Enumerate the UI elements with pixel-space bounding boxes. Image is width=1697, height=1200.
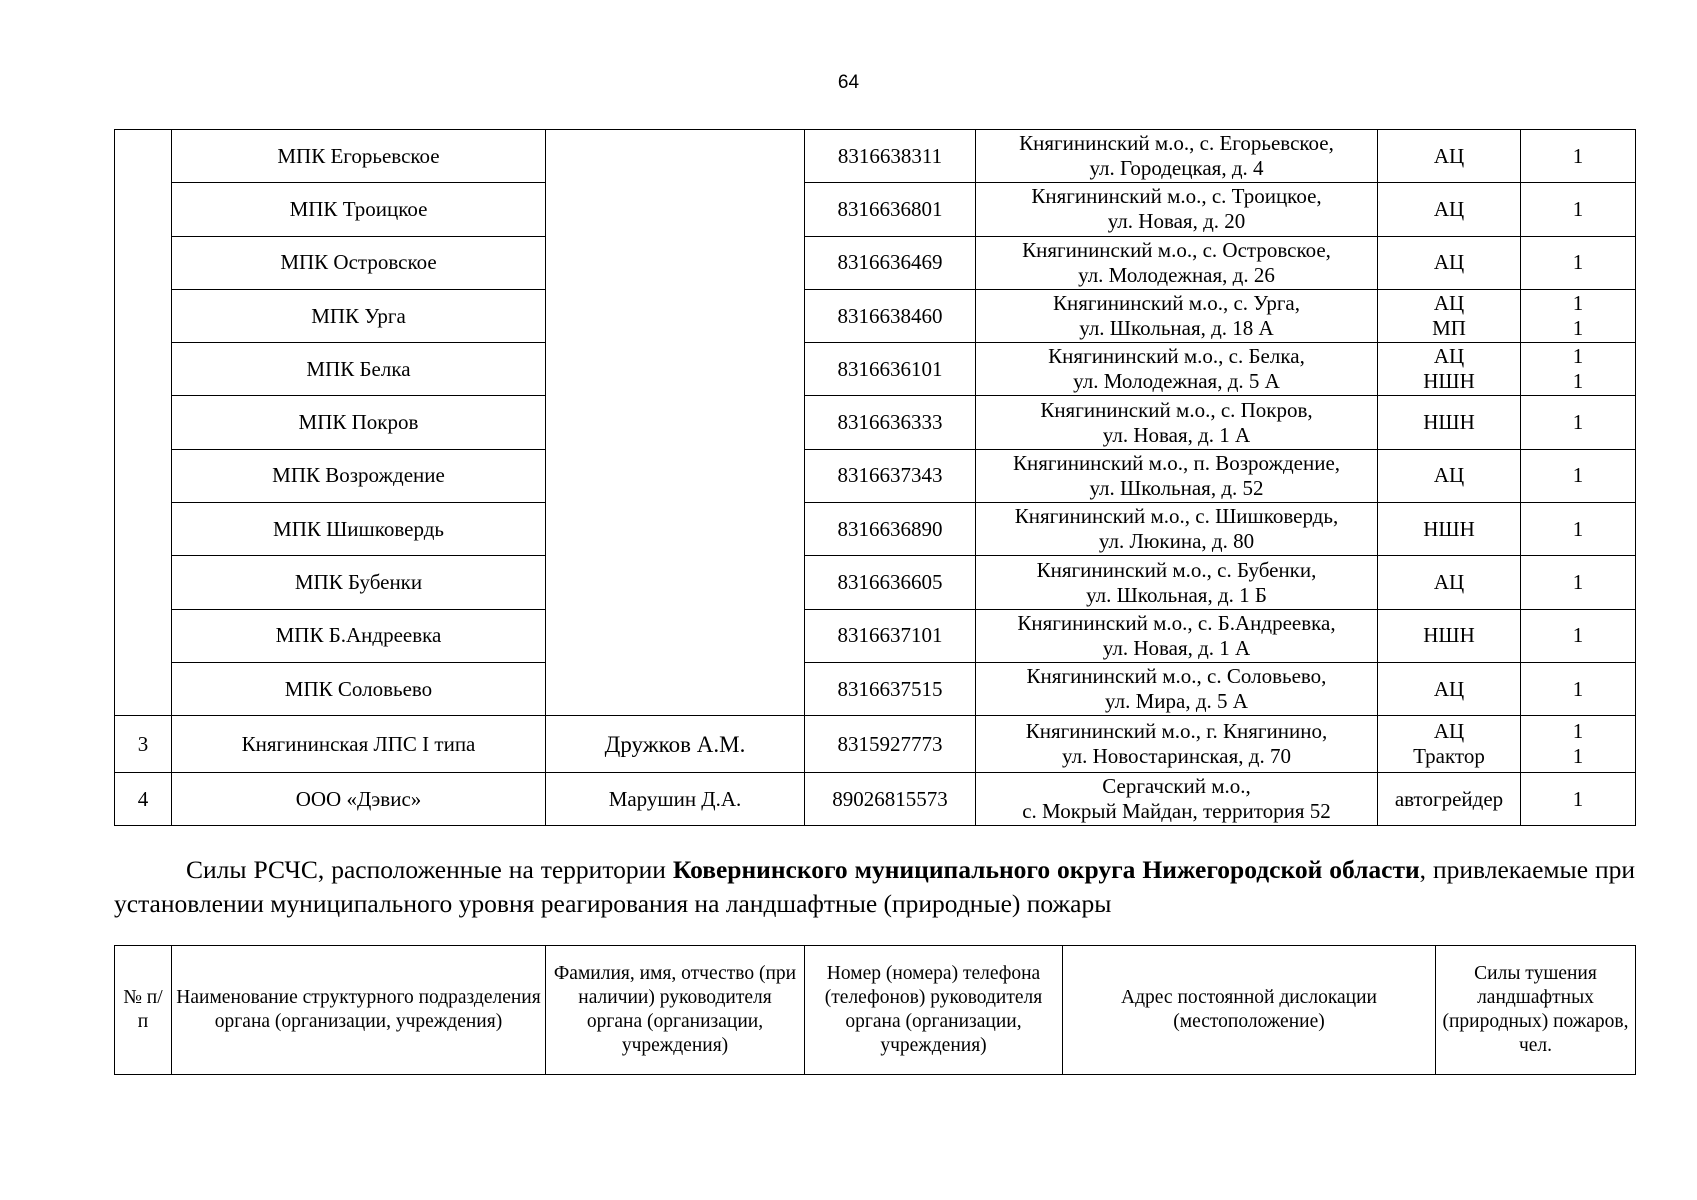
table-row [115,503,1636,556]
equipment-item: АЦ [1433,463,1465,488]
count-item: 1 [1572,369,1584,394]
equipment-cell [1378,716,1521,773]
table-row [115,716,1636,773]
address-cell [976,183,1378,236]
equipment-cell [1378,609,1521,662]
unit-name-cell: МПК Островское [172,236,546,289]
address-line: ул. Люкина, д. 80 [1098,529,1255,554]
address-cell [976,343,1378,396]
address-line: ул. Городецкая, д. 4 [1089,156,1264,181]
count-cell [1521,503,1636,556]
count-item: 1 [1572,250,1584,275]
count-item: 1 [1572,719,1584,744]
address-line: Княгининский м.о., с. Островское, [1022,237,1331,262]
count-item: 1 [1572,744,1584,769]
equipment-cell [1378,503,1521,556]
address-line: ул. Новая, д. 20 [1107,209,1246,234]
unit-name-cell: МПК Покров [172,396,546,449]
row-num-cell: 4 [115,773,172,826]
address-line: Княгининский м.о., с. Белка, [1048,344,1305,369]
address-cell [976,609,1378,662]
phone-cell: 8316636605 [805,556,976,609]
phone-cell: 8316637343 [805,449,976,502]
unit-name-cell: МПК Егорьевское [172,130,546,183]
phone-cell: 89026815573 [805,773,976,826]
address-line: Княгининский м.о., с. Егорьевское, [1019,131,1334,156]
address-line: Княгининский м.о., г. Княгинино, [1025,719,1328,744]
address-line: ул. Мира, д. 5 А [1105,689,1248,714]
count-cell [1521,556,1636,609]
equipment-item: Трактор [1413,744,1485,769]
address-line: ул. Новостаринская, д. 70 [1062,744,1291,769]
unit-name-cell: МПК Шишковердь [172,503,546,556]
address-line: Княгининский м.о., с. Урга, [1052,291,1301,316]
address-cell [976,503,1378,556]
unit-name-cell: МПК Урга [172,289,546,342]
equipment-item: НШН [1423,410,1475,435]
next-table-header [114,945,1636,1075]
address-cell [976,556,1378,609]
address-cell [976,773,1378,826]
equipment-cell [1378,343,1521,396]
unit-name-cell: МПК Б.Андреевка [172,609,546,662]
unit-name-cell: ООО «Дэвис» [172,773,546,826]
header-address: Адрес постоянной дислокации (местоположение) [1063,946,1436,1075]
table-row [115,396,1636,449]
count-item: 1 [1572,291,1584,316]
equipment-item: АЦ [1433,250,1465,275]
address-cell [976,130,1378,183]
address-cell [976,662,1378,715]
header-phone: Номер (номера) телефона (телефонов) руководителя органа (организации, учреждения) [805,946,1063,1075]
phone-cell: 8316636469 [805,236,976,289]
address-line: ул. Молодежная, д. 5 А [1073,369,1280,394]
count-item: 1 [1572,410,1584,435]
address-line: Сергачский м.о., [1102,774,1251,799]
count-cell [1521,396,1636,449]
count-cell [1521,662,1636,715]
count-item: 1 [1572,143,1584,168]
row-num-cell: 3 [115,716,172,773]
equipment-cell [1378,449,1521,502]
table-row [115,236,1636,289]
header-name: Наименование структурного подразделения органа (организации, учреждения) [172,946,546,1075]
equipment-item: АЦ [1433,719,1465,744]
district-name: Ковернинского муниципального округа Нижегородской области [672,855,1420,884]
count-cell [1521,130,1636,183]
address-line: ул. Школьная, д. 1 Б [1086,582,1267,607]
equipment-item: АЦ [1433,143,1465,168]
equipment-item: НШН [1423,516,1475,541]
equipment-item: АЦ [1433,196,1465,221]
table-row [115,449,1636,502]
equipment-item: АЦ [1433,291,1465,316]
head-name-cell: Дружков А.М. [546,716,805,773]
address-cell [976,716,1378,773]
address-line: Княгининский м.о., с. Покров, [1040,397,1313,422]
table-row [115,183,1636,236]
count-item: 1 [1572,463,1584,488]
table-row [115,609,1636,662]
table-row [115,556,1636,609]
equipment-item: автогрейдер [1394,786,1504,811]
count-cell [1521,449,1636,502]
count-cell [1521,183,1636,236]
address-line: ул. Школьная, д. 18 А [1079,316,1274,341]
address-cell [976,396,1378,449]
address-line: Княгининский м.о., п. Возрождение, [1012,450,1341,475]
address-line: ул. Школьная, д. 52 [1089,475,1264,500]
table-row [115,662,1636,715]
header-num: № п/п [115,946,172,1075]
unit-name-cell: МПК Соловьево [172,662,546,715]
phone-cell: 8315927773 [805,716,976,773]
equipment-cell [1378,396,1521,449]
unit-name-cell: Княгининская ЛПС I типа [172,716,546,773]
phone-cell: 8316636333 [805,396,976,449]
table-row [115,289,1636,342]
phone-cell: 8316636890 [805,503,976,556]
phone-cell: 8316636801 [805,183,976,236]
head-name-cell: Марушин Д.А. [546,773,805,826]
count-item: 1 [1572,316,1584,341]
page-number: 64 [837,72,860,93]
count-item: 1 [1572,196,1584,221]
count-item: 1 [1572,516,1584,541]
count-item: 1 [1572,570,1584,595]
count-cell [1521,236,1636,289]
address-line: ул. Новая, д. 1 А [1102,635,1251,660]
table-row [115,773,1636,826]
address-line: Княгининский м.о., с. Бубенки, [1036,557,1317,582]
equipment-cell [1378,662,1521,715]
equipment-item: НШН [1423,623,1475,648]
phone-cell: 8316638311 [805,130,976,183]
address-cell [976,449,1378,502]
address-line: с. Мокрый Майдан, территория 52 [1022,799,1331,824]
table-row [115,130,1636,183]
address-cell [976,289,1378,342]
phone-cell: 8316637101 [805,609,976,662]
count-cell [1521,609,1636,662]
address-cell [976,236,1378,289]
count-cell [1521,773,1636,826]
equipment-cell [1378,183,1521,236]
count-cell [1521,343,1636,396]
phone-cell: 8316638460 [805,289,976,342]
count-item: 1 [1572,786,1584,811]
address-line: ул. Молодежная, д. 26 [1078,262,1275,287]
table-row [115,343,1636,396]
unit-name-cell: МПК Возрождение [172,449,546,502]
equipment-item: МП [1432,316,1466,341]
unit-name-cell: МПК Бубенки [172,556,546,609]
forces-table [114,129,1636,826]
address-line: Княгининский м.о., с. Б.Андреевка, [1017,610,1336,635]
count-item: 1 [1572,344,1584,369]
count-item: 1 [1572,676,1584,701]
header-head: Фамилия, имя, отчество (при наличии) руководителя органа (организации, учреждения) [546,946,805,1075]
header-forces: Силы тушения ландшафтных (природных) пожаров, чел. [1436,946,1636,1075]
address-line: Княгининский м.о., с. Соловьево, [1026,664,1327,689]
equipment-cell [1378,289,1521,342]
count-cell [1521,716,1636,773]
equipment-item: АЦ [1433,344,1465,369]
equipment-cell [1378,236,1521,289]
equipment-cell [1378,130,1521,183]
section-caption: Силы РСЧС, расположенные на территории Ковернинского муниципального округа Нижегородской области, привлекаемые при установлении муниципального уровня реагирования на ландшафтные (природные) пожары [114,855,1635,918]
head-name-cell [546,130,805,716]
row-num-cell [115,130,172,716]
equipment-item: НШН [1423,369,1475,394]
address-line: Княгининский м.о., с. Шишковердь, [1014,504,1339,529]
count-item: 1 [1572,623,1584,648]
count-cell [1521,289,1636,342]
equipment-item: АЦ [1433,676,1465,701]
equipment-cell [1378,773,1521,826]
equipment-item: АЦ [1433,570,1465,595]
equipment-cell [1378,556,1521,609]
phone-cell: 8316636101 [805,343,976,396]
address-line: ул. Новая, д. 1 А [1102,422,1251,447]
phone-cell: 8316637515 [805,662,976,715]
address-line: Княгининский м.о., с. Троицкое, [1031,184,1322,209]
unit-name-cell: МПК Белка [172,343,546,396]
unit-name-cell: МПК Троицкое [172,183,546,236]
